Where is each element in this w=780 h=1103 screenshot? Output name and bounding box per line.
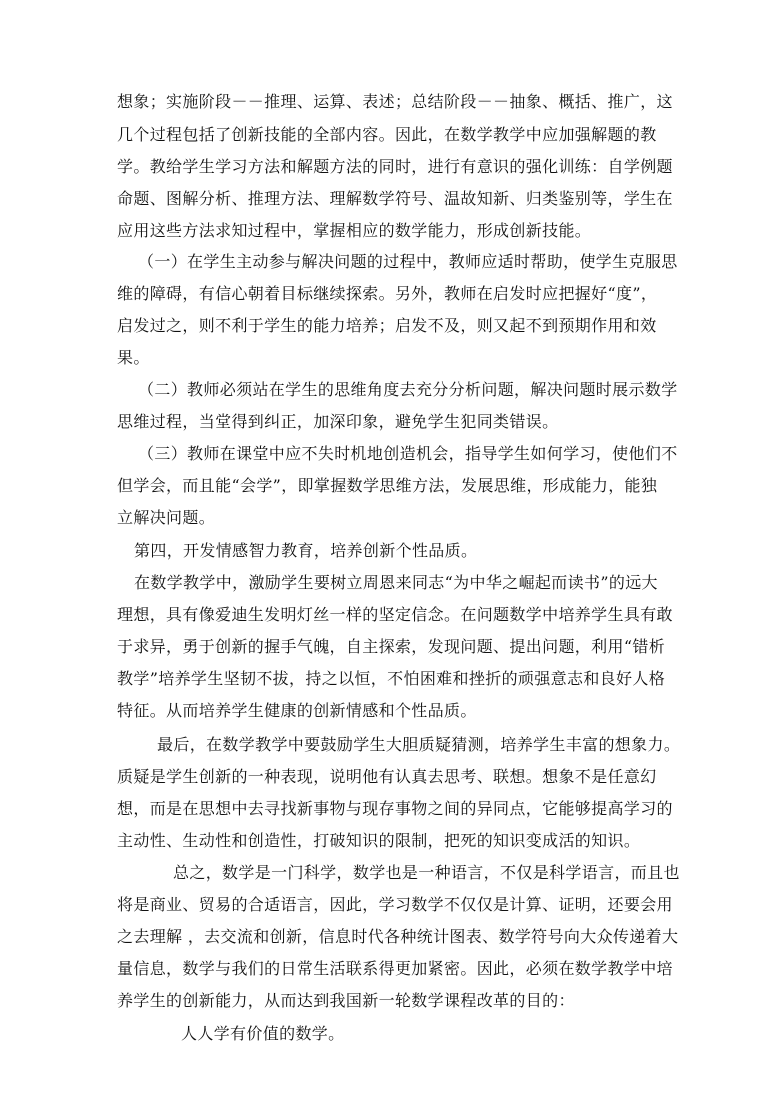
text-line: 思维过程，当堂得到纠正，加深印象，避免学生犯同类错误。: [117, 412, 559, 431]
text-line: （一）在学生主动参与解决问题的过程中，教师应适时帮助，使学生克服思: [138, 252, 678, 271]
text-line: （三）教师在课堂中应不失时机地创造机会，指导学生如何学习，使他们不: [138, 444, 678, 463]
text-line: 之去理解 ，去交流和创新，信息时代各种统计图表、数学符号向大众传递着大: [117, 927, 679, 946]
text-line: 主动性、生动性和创造性，打破知识的限制，把死的知识变成活的知识。: [117, 831, 641, 850]
text-line: 几个过程包括了创新技能的全部内容。因此，在数学教学中应加强解题的教: [117, 125, 657, 144]
text-line: 想，而是在思想中去寻找新事物与现存事物之间的异同点，它能够提高学习的: [117, 799, 673, 818]
text-line: 量信息，数学与我们的日常生活联系得更加紧密。因此，必须在数学教学中培: [117, 959, 673, 978]
section-heading: 第四，开发情感智力教育，培养创新个性品质。: [134, 541, 478, 560]
text-line: 养学生的创新能力，从而达到我国新一轮数学课程改革的目的：: [117, 991, 575, 1010]
closing-line: 人人学有价值的数学。: [181, 1024, 345, 1043]
text-line: 将是商业、贸易的合适语言，因此，学习数学不仅仅是计算、证明，还要会用: [117, 895, 673, 914]
text-line: 理想，具有像爱迪生发明灯丝一样的坚定信念。在问题数学中培养学生具有敢: [117, 605, 673, 624]
text-line: 果。: [117, 348, 150, 367]
text-line: 命题、图解分析、推理方法、理解数学符号、温故知新、归类鉴别等，学生在: [117, 189, 673, 208]
text-line: 总之，数学是一门科学，数学也是一种语言，不仅是科学语言，而且也: [173, 863, 680, 882]
text-line: （二）教师必须站在学生的思维角度去充分分析问题，解决问题时展示数学: [138, 380, 678, 399]
text-line: 教学”培养学生坚韧不拔，持之以恒，不怕困难和挫折的顽强意志和良好人格: [117, 669, 666, 688]
text-line: 启发过之，则不利于学生的能力培养；启发不及，则又起不到预期作用和效: [117, 316, 657, 335]
text-line: 质疑是学生创新的一种表现，说明他有认真去思考、联想。想象不是任意幻: [117, 767, 657, 786]
text-line: 最后，在数学教学中要鼓励学生大胆质疑猜测，培养学生丰富的想象力。: [157, 735, 681, 754]
text-line: 学。教给学生学习方法和解题方法的同时，进行有意识的强化训练：自学例题: [117, 157, 673, 176]
text-line: 特征。从而培养学生健康的创新情感和个性品质。: [117, 701, 477, 720]
text-line: 但学会，而且能“会学”，即掌握数学思维方法，发展思维，形成能力，能独: [117, 476, 658, 495]
text-line: 应用这些方法求知过程中，掌握相应的数学能力，形成创新技能。: [117, 221, 592, 240]
text-line: 立解决问题。: [117, 508, 216, 527]
text-line: 想象；实施阶段－－推理、运算、表述；总结阶段－－抽象、概括、推广，这: [117, 92, 673, 111]
text-line: 于求异，勇于创新的握手气魄，自主探索，发现问题、提出问题，利用“错析: [117, 637, 666, 656]
text-line: 在数学教学中，激励学生要树立周恩来同志“为中华之崛起而读书”的远大: [134, 573, 658, 592]
text-line: 维的障碍，有信心朝着目标继续探索。另外，教师在启发时应把握好“度”，: [117, 284, 658, 303]
